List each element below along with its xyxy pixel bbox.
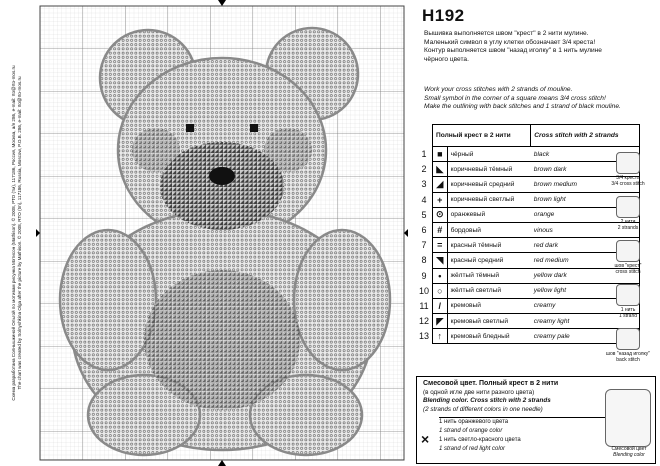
- key-symbol: =: [433, 238, 448, 253]
- key-color-en: red dark: [531, 238, 640, 253]
- side-figure-three-quarter: [602, 152, 654, 187]
- key-color-en: brown dark: [531, 162, 640, 177]
- instruction-en-line: Make the outlining with back stitches and 1 strand of black mouline.: [424, 103, 621, 111]
- side-figure-label: 1 strand: [618, 312, 638, 319]
- key-symbol: ◣: [433, 162, 448, 177]
- blend-row: 1 strand of red light color: [439, 446, 506, 452]
- blend-sub-en: (2 strands of different colors in one needle): [423, 406, 543, 413]
- blend-thread-label-ru: Смесовой цвет: [611, 446, 647, 452]
- center-marker-right: [404, 229, 408, 237]
- center-marker-top: [218, 0, 226, 6]
- instruction-en-line: Small symbol in the corner of a square means 3/4 cross stitch!: [424, 94, 606, 102]
- key-color-en: creamy light: [531, 314, 640, 329]
- blend-title-en: Blending color. Cross stitch with 2 strands: [423, 397, 551, 404]
- side-figure-label: шов "назад иголку": [605, 351, 651, 357]
- key-symbol: /: [433, 298, 448, 313]
- key-symbol: ⊙: [433, 207, 448, 222]
- key-color-ru: красный тёмный: [447, 238, 531, 253]
- key-color-ru: чёрный: [447, 147, 531, 162]
- side-figure-label: шов "крест": [614, 263, 642, 269]
- center-marker-bottom: [218, 460, 226, 466]
- blend-row: 1 нить оранжевого цвета: [439, 419, 509, 425]
- key-color-ru: кремовый: [447, 298, 531, 313]
- key-number: 7: [421, 240, 427, 251]
- key-symbol: +: [433, 192, 448, 207]
- blend-thread-icon: [605, 389, 651, 447]
- key-color-en: creamy: [531, 298, 640, 313]
- copyright-strip: [0, 0, 34, 466]
- key-color-ru: оранжевый: [447, 207, 531, 222]
- side-figure-label: cross stitch: [615, 268, 641, 275]
- side-figure-label: 2 strands: [617, 224, 639, 231]
- key-number: 1: [421, 149, 427, 160]
- key-color-ru: жёлтый светлый: [447, 283, 531, 298]
- key-number: 11: [419, 300, 429, 311]
- key-number: 4: [421, 194, 427, 205]
- center-marker-left: [36, 229, 40, 237]
- copyright-line-ru: Схема разработана Солнышкиной Ольгой по мотивам рисунка Мэтисон (Mathison). © 2008, РТО (тм), 117186, Россия, Москва, а/я 286, e-mail: rto@rto-mos.ru: [11, 65, 16, 401]
- key-color-en: brown light: [531, 192, 640, 207]
- instruction-ru-line: Контур выполняется швом "назад иголку" в 1 нить мулине: [424, 47, 602, 55]
- blend-thread-label: [603, 447, 655, 458]
- side-figure-label: 3/4 cross stitch: [611, 180, 645, 187]
- instructions-ru: [424, 30, 649, 64]
- key-color-ru: бордовый: [447, 222, 531, 237]
- thread-strand-icon: [616, 284, 640, 306]
- key-symbol: ◤: [433, 314, 448, 329]
- key-header-en: Cross stitch with 2 strands: [531, 125, 640, 147]
- instruction-ru-line: Вышивка выполняется швом "крест" в 2 нити мулине.: [424, 30, 589, 37]
- key-symbol: ◥: [433, 253, 448, 268]
- key-number: 12: [419, 316, 430, 327]
- key-color-en: orange: [531, 207, 640, 222]
- key-color-ru: коричневый средний: [447, 177, 531, 192]
- key-number: 10: [419, 285, 430, 296]
- key-color-ru: жёлтый тёмный: [447, 268, 531, 283]
- key-symbol: ■: [433, 147, 448, 162]
- blend-title: Смесовой цвет. Полный крест в 2 нити: [423, 380, 559, 387]
- copyright-line-en: The chart was created by Solnyshkina Olga after the picture by Mathison. © 2008, RTO (tm), 117186, Russia, Moscow, P.O.B. 286, e-mail: rto@rto-mos.ru: [17, 76, 22, 390]
- side-figure-label: back stitch: [616, 356, 640, 363]
- key-number: 9: [421, 270, 427, 281]
- instructions-en: [424, 86, 654, 112]
- side-figure-label: 2 нити: [620, 219, 636, 225]
- key-number: 3: [421, 179, 427, 190]
- key-symbol: ○: [433, 283, 448, 298]
- key-color-en: brown medium: [531, 177, 640, 192]
- key-symbol: ◢: [433, 177, 448, 192]
- back-stitch-icon: [616, 328, 640, 350]
- cross-stitch-icon: [616, 240, 640, 262]
- key-color-ru: коричневый светлый: [447, 192, 531, 207]
- key-number: 8: [421, 255, 427, 266]
- side-figure-one-strand: [602, 284, 654, 319]
- key-symbol: #: [433, 222, 448, 237]
- instruction-en-line: Work your cross stitches with 2 strands of mouline.: [424, 86, 573, 93]
- side-figure-label: 1 нить: [620, 307, 636, 313]
- key-number: 5: [421, 209, 427, 220]
- key-color-en: black: [531, 147, 640, 162]
- key-color-ru: красный средний: [447, 253, 531, 268]
- side-figure-cross-stitch: [602, 240, 654, 275]
- pattern-chart: [36, 0, 408, 466]
- blend-thread-label-en: Blending color: [613, 451, 645, 458]
- key-symbol: •: [433, 268, 448, 283]
- blend-symbol: ×: [421, 431, 430, 447]
- blend-sub-ru: (в одной игле две нити разного цвета): [423, 389, 535, 396]
- three-quarter-stitch-icon: [616, 152, 640, 174]
- side-figure-label: 3/4 креста: [616, 175, 640, 181]
- blend-rows: [439, 417, 609, 454]
- blend-row: 1 strand of orange color: [439, 428, 503, 434]
- key-color-en: creamy pale: [531, 329, 640, 344]
- instruction-ru-line: Маленький символ в углу клетки обозначает 3/4 креста!: [424, 38, 596, 46]
- key-color-ru: кремовый светлый: [447, 314, 531, 329]
- key-color-en: vinous: [531, 222, 640, 237]
- key-color-ru: коричневый тёмный: [447, 162, 531, 177]
- key-header-ru: Полный крест в 2 нити: [433, 125, 531, 147]
- key-symbol: ↑: [433, 329, 448, 344]
- key-color-en: yellow dark: [531, 268, 640, 283]
- key-number: 6: [421, 225, 427, 236]
- key-color-en: yellow light: [531, 283, 640, 298]
- key-color-en: red medium: [531, 253, 640, 268]
- side-figure-back-stitch: [602, 328, 654, 363]
- blending-color-box: [416, 376, 656, 464]
- side-figure-two-strands: [602, 196, 654, 231]
- pattern-code: H192: [422, 6, 465, 25]
- key-number: 13: [419, 331, 430, 342]
- legend-panel: [412, 0, 660, 466]
- blend-row: 1 нить светло-красного цвета: [439, 437, 521, 443]
- key-number: 2: [421, 164, 427, 175]
- key-color-ru: кремовый бледный: [447, 329, 531, 344]
- thread-strands-icon: [616, 196, 640, 218]
- instruction-ru-line: чёрного цвета.: [424, 55, 469, 63]
